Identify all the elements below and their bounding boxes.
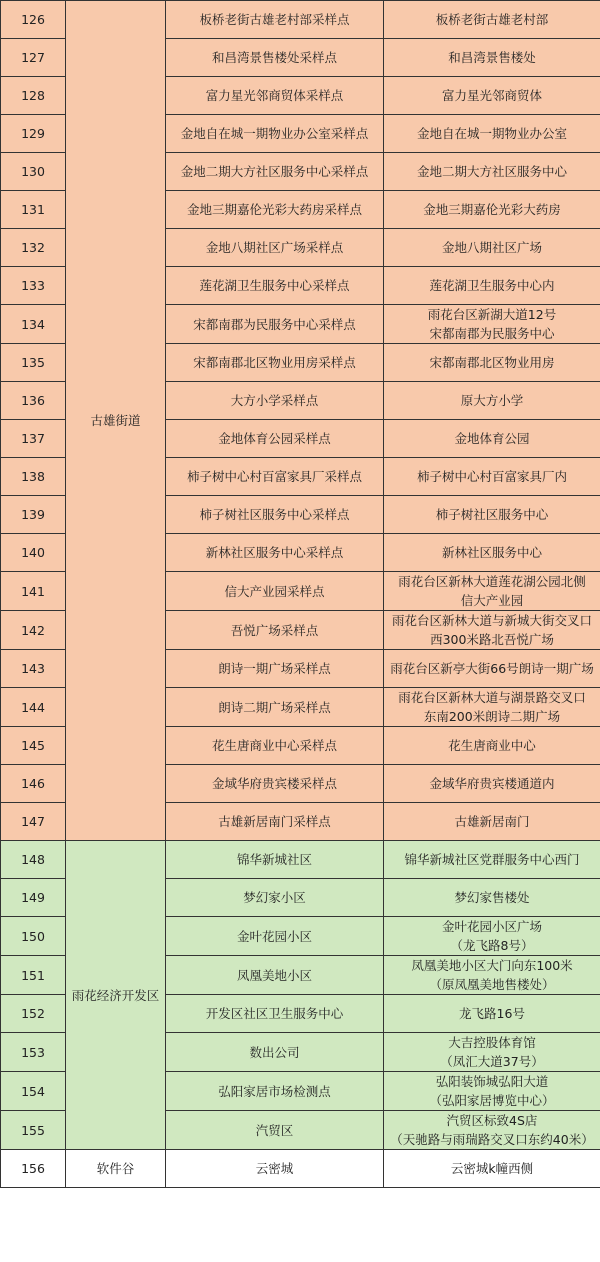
row-number: 137 xyxy=(1,420,66,458)
address-line: 宋都南郡为民服务中心 xyxy=(429,326,555,341)
site-address xyxy=(384,611,600,650)
site-name: 柿子树中心村百富家具厂采样点 xyxy=(166,458,384,496)
site-name: 锦华新城社区 xyxy=(166,841,384,879)
site-address xyxy=(384,956,600,995)
address-line: 柿子树社区服务中心 xyxy=(435,507,549,522)
site-address xyxy=(384,995,600,1033)
address-line: 原大方小学 xyxy=(460,393,524,408)
row-number: 130 xyxy=(1,153,66,191)
site-address xyxy=(384,650,600,688)
row-number: 131 xyxy=(1,191,66,229)
row-number: 154 xyxy=(1,1072,66,1111)
site-name: 金地体育公园采样点 xyxy=(166,420,384,458)
address-line: （龙飞路8号） xyxy=(450,938,534,953)
site-name: 金域华府贵宾楼采样点 xyxy=(166,765,384,803)
row-number: 146 xyxy=(1,765,66,803)
site-address xyxy=(384,534,600,572)
address-line: 大吉控股体育馆 xyxy=(448,1035,536,1050)
row-number: 149 xyxy=(1,879,66,917)
site-name: 金地三期嘉伦光彩大药房采样点 xyxy=(166,191,384,229)
address-line: 金地自在城一期物业办公室 xyxy=(416,126,567,141)
address-line: 雨花台区新亭大街66号朗诗一期广场 xyxy=(390,661,594,676)
row-number: 139 xyxy=(1,496,66,534)
row-number: 133 xyxy=(1,267,66,305)
address-line: 凤凰美地小区大门向东100米 xyxy=(411,958,573,973)
site-address xyxy=(384,1033,600,1072)
site-address xyxy=(384,803,600,841)
address-line: 信大产业园 xyxy=(460,593,524,608)
address-line: 金叶花园小区广场 xyxy=(441,919,542,934)
address-line: 云密城k幢西侧 xyxy=(450,1161,534,1176)
site-address xyxy=(384,688,600,727)
site-address xyxy=(384,727,600,765)
row-number: 128 xyxy=(1,77,66,115)
address-line: （弘阳家居博览中心） xyxy=(429,1093,555,1108)
site-address xyxy=(384,77,600,115)
site-address xyxy=(384,1150,600,1188)
site-name: 开发区社区卫生服务中心 xyxy=(166,995,384,1033)
address-line: 花生唐商业中心 xyxy=(448,738,536,753)
site-name: 金叶花园小区 xyxy=(166,917,384,956)
row-number: 142 xyxy=(1,611,66,650)
address-line: 雨花台区新湖大道12号 xyxy=(427,307,557,322)
site-name: 弘阳家居市场检测点 xyxy=(166,1072,384,1111)
address-line: 金域华府贵宾楼通道内 xyxy=(429,776,555,791)
site-name: 莲花湖卫生服务中心采样点 xyxy=(166,267,384,305)
site-name: 梦幻家小区 xyxy=(166,879,384,917)
site-address xyxy=(384,229,600,267)
address-line: 金地体育公园 xyxy=(454,431,530,446)
row-number: 141 xyxy=(1,572,66,611)
site-address xyxy=(384,39,600,77)
row-number: 135 xyxy=(1,344,66,382)
site-name: 宋都南郡北区物业用房采样点 xyxy=(166,344,384,382)
row-number: 126 xyxy=(1,1,66,39)
site-address xyxy=(384,267,600,305)
address-line: （天驰路与雨瑞路交叉口东约40米） xyxy=(390,1132,594,1147)
row-number: 156 xyxy=(1,1150,66,1188)
site-address xyxy=(384,191,600,229)
site-name: 吾悦广场采样点 xyxy=(166,611,384,650)
row-number: 151 xyxy=(1,956,66,995)
address-line: 龙飞路16号 xyxy=(459,1006,525,1021)
address-line: 柿子树中心村百富家具厂内 xyxy=(416,469,567,484)
site-address xyxy=(384,1111,600,1150)
row-number: 147 xyxy=(1,803,66,841)
site-address xyxy=(384,841,600,879)
site-address xyxy=(384,572,600,611)
row-number: 152 xyxy=(1,995,66,1033)
site-address xyxy=(384,765,600,803)
table-row xyxy=(1,1,600,39)
site-address xyxy=(384,458,600,496)
address-line: 雨花台区新林大道与新城大街交叉口 xyxy=(391,613,592,628)
address-line: （凤汇大道37号） xyxy=(440,1054,544,1069)
district-name: 雨花经济开发区 xyxy=(66,841,166,1150)
site-name: 板桥老街古雄老村部采样点 xyxy=(166,1,384,39)
site-name: 新林社区服务中心采样点 xyxy=(166,534,384,572)
row-number: 129 xyxy=(1,115,66,153)
address-line: 新林社区服务中心 xyxy=(441,545,542,560)
address-line: 梦幻家售楼处 xyxy=(454,890,530,905)
row-number: 145 xyxy=(1,727,66,765)
site-name: 金地二期大方社区服务中心采样点 xyxy=(166,153,384,191)
address-line: 金地二期大方社区服务中心 xyxy=(416,164,567,179)
site-name: 凤凰美地小区 xyxy=(166,956,384,995)
site-name: 富力星光邻商贸体采样点 xyxy=(166,77,384,115)
address-line: 雨花台区新林大道与湖景路交叉口 xyxy=(398,690,586,705)
row-number: 144 xyxy=(1,688,66,727)
row-number: 153 xyxy=(1,1033,66,1072)
site-address xyxy=(384,917,600,956)
district-name: 软件谷 xyxy=(66,1150,166,1188)
row-number: 136 xyxy=(1,382,66,420)
site-address xyxy=(384,420,600,458)
row-number: 127 xyxy=(1,39,66,77)
site-address xyxy=(384,879,600,917)
site-address xyxy=(384,344,600,382)
site-name: 宋都南郡为民服务中心采样点 xyxy=(166,305,384,344)
address-line: 东南200米朗诗二期广场 xyxy=(423,709,561,724)
row-number: 140 xyxy=(1,534,66,572)
site-name: 云密城 xyxy=(166,1150,384,1188)
site-name: 数出公司 xyxy=(166,1033,384,1072)
district-name: 古雄街道 xyxy=(66,1,166,841)
site-name: 信大产业园采样点 xyxy=(166,572,384,611)
site-address xyxy=(384,496,600,534)
site-address xyxy=(384,1072,600,1111)
address-line: 雨花台区新林大道莲花湖公园北侧 xyxy=(398,574,586,589)
address-line: 和昌湾景售楼处 xyxy=(448,50,536,65)
site-name: 大方小学采样点 xyxy=(166,382,384,420)
address-line: 板桥老街古雄老村部 xyxy=(435,12,549,27)
site-name: 和昌湾景售楼处采样点 xyxy=(166,39,384,77)
address-line: 富力星光邻商贸体 xyxy=(441,88,542,103)
row-number: 155 xyxy=(1,1111,66,1150)
row-number: 143 xyxy=(1,650,66,688)
site-name: 朗诗一期广场采样点 xyxy=(166,650,384,688)
address-line: 金地三期嘉伦光彩大药房 xyxy=(423,202,561,217)
site-name: 古雄新居南门采样点 xyxy=(166,803,384,841)
row-number: 138 xyxy=(1,458,66,496)
table-body xyxy=(1,1,600,1188)
address-line: 弘阳装饰城弘阳大道 xyxy=(435,1074,549,1089)
address-line: 锦华新城社区党群服务中心西门 xyxy=(404,852,580,867)
site-address xyxy=(384,305,600,344)
site-address xyxy=(384,153,600,191)
row-number: 148 xyxy=(1,841,66,879)
site-name: 金地八期社区广场采样点 xyxy=(166,229,384,267)
address-line: 古雄新居南门 xyxy=(454,814,530,829)
address-line: 汽贸区标致4S店 xyxy=(446,1113,538,1128)
site-address xyxy=(384,115,600,153)
row-number: 150 xyxy=(1,917,66,956)
site-name: 汽贸区 xyxy=(166,1111,384,1150)
address-line: 宋都南郡北区物业用房 xyxy=(429,355,555,370)
site-address xyxy=(384,1,600,39)
site-name: 金地自在城一期物业办公室采样点 xyxy=(166,115,384,153)
row-number: 134 xyxy=(1,305,66,344)
address-line: 金地八期社区广场 xyxy=(441,240,542,255)
address-line: 西300米路北吾悦广场 xyxy=(430,632,554,647)
table-row xyxy=(1,1150,600,1188)
table-row xyxy=(1,841,600,879)
site-name: 花生唐商业中心采样点 xyxy=(166,727,384,765)
row-number: 132 xyxy=(1,229,66,267)
site-name: 朗诗二期广场采样点 xyxy=(166,688,384,727)
address-line: 莲花湖卫生服务中心内 xyxy=(429,278,555,293)
site-address xyxy=(384,382,600,420)
address-line: （原凤凰美地售楼处） xyxy=(429,977,555,992)
site-name: 柿子树社区服务中心采样点 xyxy=(166,496,384,534)
